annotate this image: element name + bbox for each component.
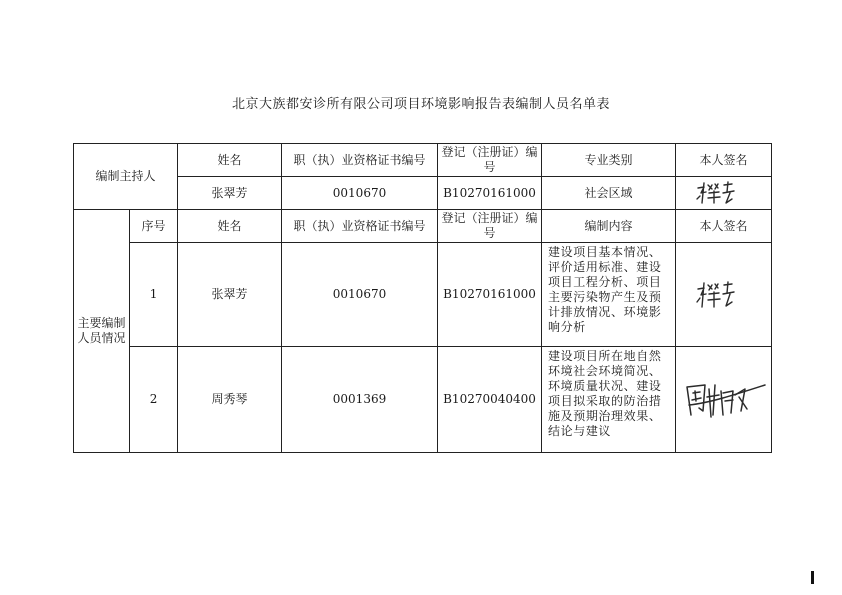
staff-header-reg-no: 登记（注册证）编号 bbox=[438, 210, 542, 243]
handwritten-signature bbox=[688, 179, 760, 207]
host-reg-no: B10270161000 bbox=[438, 177, 542, 210]
page-title: 北京大族都安诊所有限公司项目环境影响报告表编制人员名单表 bbox=[231, 97, 610, 112]
staff-header-row bbox=[74, 210, 772, 243]
staff-row bbox=[74, 347, 772, 453]
host-cert-no: 0010670 bbox=[282, 177, 438, 210]
staff-cert-no: 0001369 bbox=[282, 347, 438, 453]
staff-header-signature: 本人签名 bbox=[676, 210, 772, 243]
staff-content: 建设项目所在地自然环境社会环境简况、环境质量状况、建设项目拟采取的防治措施及预期治理效果、结论与建议 bbox=[542, 347, 676, 453]
staff-seq: 1 bbox=[130, 243, 178, 347]
host-header-cert-no: 职（执）业资格证书编号 bbox=[282, 144, 438, 177]
staff-seq: 2 bbox=[130, 347, 178, 453]
staff-name: 张翠芳 bbox=[178, 243, 282, 347]
host-header-row bbox=[74, 144, 772, 177]
host-signature bbox=[676, 177, 772, 210]
host-person-row bbox=[74, 177, 772, 210]
staff-content: 建设项目基本情况、评价适用标准、建设项目工程分析、项目主要污染物产生及预计排放情况、环境影响分析 bbox=[542, 243, 676, 347]
host-header-category: 专业类别 bbox=[542, 144, 676, 177]
staff-header-seq: 序号 bbox=[130, 210, 178, 243]
host-header-reg-no: 登记（注册证）编号 bbox=[438, 144, 542, 177]
staff-row-label: 主要编制人员情况 bbox=[74, 210, 130, 453]
staff-signature bbox=[676, 243, 772, 347]
handwritten-signature bbox=[688, 277, 760, 313]
host-header-name: 姓名 bbox=[178, 144, 282, 177]
host-row-label: 编制主持人 bbox=[74, 144, 178, 210]
staff-signature bbox=[676, 347, 772, 453]
host-category: 社会区域 bbox=[542, 177, 676, 210]
staff-reg-no: B10270161000 bbox=[438, 243, 542, 347]
staff-reg-no: B10270040400 bbox=[438, 347, 542, 453]
staff-header-cert-no: 职（执）业资格证书编号 bbox=[282, 210, 438, 243]
host-name: 张翠芳 bbox=[178, 177, 282, 210]
staff-list-table bbox=[73, 143, 772, 453]
staff-header-content: 编制内容 bbox=[542, 210, 676, 243]
handwritten-signature bbox=[679, 375, 769, 425]
staff-header-name: 姓名 bbox=[178, 210, 282, 243]
staff-cert-no: 0010670 bbox=[282, 243, 438, 347]
staff-row bbox=[74, 243, 772, 347]
scan-edge-mark bbox=[811, 571, 814, 584]
host-header-signature: 本人签名 bbox=[676, 144, 772, 177]
staff-name: 周秀琴 bbox=[178, 347, 282, 453]
